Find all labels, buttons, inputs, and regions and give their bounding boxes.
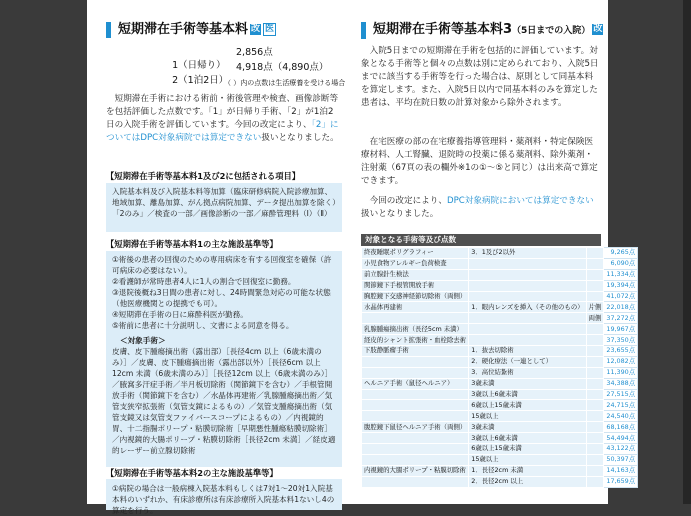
label-cell <box>586 476 604 487</box>
points-label: 1（日帰り） <box>172 60 226 71</box>
label-cell <box>362 476 469 487</box>
points-cell: 22,018点 <box>604 302 638 313</box>
intro-text-end: 扱いとなりました。 <box>261 133 339 143</box>
label-cell <box>362 454 469 465</box>
criteria1-box <box>106 251 342 502</box>
label-cell <box>362 400 469 411</box>
label-cell <box>362 313 469 324</box>
left-section-title <box>106 22 354 38</box>
criteria-item: ②看護師が常時患者4人に1人の割合で回復室に勤務。 <box>112 277 296 286</box>
table-row <box>362 324 638 335</box>
section-heading-included: 【短期滞在手術等基本料1及び2に包括される項目】 <box>106 171 301 181</box>
points-cell: 24,540点 <box>604 411 638 422</box>
paren-note: （ ）内の点数は生活療養を受ける場合 <box>224 79 346 87</box>
points-label: 2（1泊2日） <box>172 75 229 86</box>
label-cell: 1．長径2cm 未満 <box>469 465 586 476</box>
label-cell: 前立腺針生検法 <box>362 269 469 280</box>
points-table <box>361 247 638 488</box>
points-cell: 11,390点 <box>604 367 638 378</box>
table-row <box>362 411 638 422</box>
table-row <box>362 465 638 476</box>
label-cell <box>469 313 586 324</box>
label-cell <box>586 280 604 291</box>
criteria2-text: ①病院の場合は一般病棟入院基本料もしくは7対1～20対1入院基本料のいずれか、有床診療所は有床診療所入院基本料1ないし4の算定を行う。 <box>112 484 335 515</box>
right-paragraph-1: 入院5日までの短期滞在手術を包括的に評価しています。対象となる手術等と個々の点数は別に定められており、入院5日までに該当する手術等を行った場合は、原則として同基本料を算定します。また、入院5日以内で同基本料のみを算定した患者は、平均在院日数の計算対象から除外されます。 <box>361 46 599 108</box>
label-cell <box>586 248 604 259</box>
label-cell: 小児食物アレルギー負荷検査 <box>362 258 469 269</box>
document-page <box>87 0 636 515</box>
label-cell: 3歳以上6歳未満 <box>469 389 586 400</box>
points-cell: 68,168点 <box>604 422 638 433</box>
table-row <box>362 356 638 367</box>
label-cell: 15歳以上 <box>469 411 586 422</box>
points-cell: 54,494点 <box>604 433 638 444</box>
points-value: 4,918点（4,890点） <box>236 62 329 73</box>
points-cell: 11,334点 <box>604 269 638 280</box>
label-cell <box>586 335 604 346</box>
label-cell: 水晶体再建術 <box>362 302 469 313</box>
table-row <box>362 291 638 302</box>
table-row <box>362 422 638 433</box>
points-cell: 34,388点 <box>604 378 638 389</box>
label-cell: 終夜睡眠ポリグラフィー <box>362 248 469 259</box>
label-cell: 2．硬化療法（一連として） <box>469 356 586 367</box>
label-cell: 腹腔鏡下鼠径ヘルニア手術（両側） <box>362 422 469 433</box>
points-cell: 6,090点 <box>604 258 638 269</box>
label-cell <box>469 280 586 291</box>
points-cell: 24,715点 <box>604 400 638 411</box>
para3-text-end: 扱いとなりました。 <box>361 209 439 219</box>
label-cell: 2．長径2cm 以上 <box>469 476 586 487</box>
right-section-title <box>361 22 613 39</box>
label-cell: 内視鏡的大腸ポリープ・粘膜切除術 <box>362 465 469 476</box>
label-cell <box>586 258 604 269</box>
right-title-text: 短期滞在手術等基本料3 <box>373 22 513 37</box>
label-cell <box>469 291 586 302</box>
label-cell <box>469 324 586 335</box>
points-cell: 37,272点 <box>604 313 638 324</box>
revised-badge: 改 <box>593 24 603 34</box>
label-cell <box>586 269 604 280</box>
points-cell: 43,122点 <box>604 444 638 455</box>
table-row <box>362 444 638 455</box>
right-paragraph-3 <box>361 195 601 221</box>
label-cell: 1．眼内レンズを挿入（その他のもの） <box>469 302 586 313</box>
label-cell <box>362 411 469 422</box>
criteria2-box <box>106 480 342 515</box>
points-cell: 12,082点 <box>604 356 638 367</box>
points-cell: 41,072点 <box>604 291 638 302</box>
label-cell: 胸腔鏡下交感神経節切除術（両側） <box>362 291 469 302</box>
intro-highlight: 「2」についてはDPC対象病院では算定できない <box>106 120 339 143</box>
points-cell: 37,350点 <box>604 335 638 346</box>
section-heading-criteria2: 【短期滞在手術等基本料2の主な施設基準等】 <box>106 467 342 479</box>
label-cell <box>586 433 604 444</box>
criteria-item: ⑤術前に患者に十分説明し、文書による同意を得る。 <box>112 321 294 330</box>
label-cell: 経皮的シャント拡張術・血栓除去術 <box>362 335 469 346</box>
points-cell: 23,655点 <box>604 346 638 357</box>
label-cell <box>586 465 604 476</box>
points-table-title: 対象となる手術等及び点数 <box>361 234 601 246</box>
label-cell: 関節鏡下手根管開放手術 <box>362 280 469 291</box>
label-cell <box>586 400 604 411</box>
table-row <box>362 302 638 313</box>
medical-badge: 医 <box>265 24 275 34</box>
label-cell: 1．抜去切除術 <box>469 346 586 357</box>
label-cell: 6歳以上15歳未満 <box>469 444 586 455</box>
label-cell: ヘルニア手術（鼠径ヘルニア） <box>362 378 469 389</box>
label-cell <box>586 454 604 465</box>
table-row <box>362 335 638 346</box>
table-row <box>362 400 638 411</box>
criteria-item: ③退院後概ね3日間の患者に対し、24時間緊急対応の可能な状態（他医療機関との提携でも可）。 <box>112 288 331 308</box>
label-cell <box>469 269 586 280</box>
points-cell: 19,394点 <box>604 280 638 291</box>
target-surgery-list: 皮膚、皮下腫瘍摘出術（露出部）［長径4cm 以上（6歳未満のみ）］／皮膚、皮下腫瘍摘出術（露出部以外）［長径6cm 以上12cm 未満（6歳未満のみ）］［長径12cm 以上（6歳未満のみ）］／腋窩多汗症手術／半月板切除術（関節鏡下を含む）／手根管開放手術（関節鏡下を含む）／水晶体再建術／乳腺腫瘍摘出術／気管支狭窄拡張術（気管支鏡によるもの）／気管支腫瘍摘出術（気管支鏡又は気管支ファイバースコープによるもの）／内視鏡的胃、十二指腸ポリープ・粘膜切除術［早期悪性腫瘍粘膜切除術］／内視鏡的大腸ポリープ・粘膜切除術［長径2cm 未満］／経皮適的レーザー前立腺切除術 <box>112 347 336 455</box>
table-row <box>362 454 638 465</box>
right-paragraph-2: 在宅医療の部の在宅療養指導管理料・薬剤料・特定保険医療材料、人工腎臓、退院時の投薬に係る薬剤料、除外薬剤・注射薬（67頁の表の欄外※1の①～⑤と同じ）は出来高で算定できます。 <box>361 137 598 186</box>
included-items-box <box>106 183 342 232</box>
label-cell: 下肢静脈瘤手術 <box>362 346 469 357</box>
right-column <box>361 0 636 504</box>
table-row <box>362 258 638 269</box>
table-row <box>362 269 638 280</box>
table-row <box>362 248 638 259</box>
points-value: 2,856点 <box>236 47 273 58</box>
label-cell <box>469 258 586 269</box>
label-cell <box>586 422 604 433</box>
para3-highlight: DPC対象病院においては算定できない <box>446 196 594 206</box>
label-cell <box>362 444 469 455</box>
points-cell: 27,515点 <box>604 389 638 400</box>
table-row <box>362 433 638 444</box>
points-cell: 50,397点 <box>604 454 638 465</box>
left-intro <box>106 93 342 145</box>
left-title-text: 短期滞在手術等基本料 <box>118 22 249 37</box>
label-cell <box>362 356 469 367</box>
included-items-text: 入院基本料及び入院基本料等加算（臨床研修病院入院診療加算、地域加算、離島加算、がん拠点病院加算、データ提出加算を除く）「2のみ」／検査の一部／画像診断の一部／麻酔管理料（Ⅰ）（Ⅱ） <box>112 187 337 218</box>
points-cell: 9,265点 <box>604 248 638 259</box>
label-cell: 6歳以上15歳未満 <box>469 400 586 411</box>
label-cell <box>586 389 604 400</box>
table-row <box>362 280 638 291</box>
table-row <box>362 389 638 400</box>
label-cell <box>586 411 604 422</box>
revised-badge: 改 <box>251 24 261 34</box>
label-cell: 3．1及び2以外 <box>469 248 586 259</box>
label-cell: 15歳以上 <box>469 454 586 465</box>
label-cell: 3歳未満 <box>469 422 586 433</box>
label-cell <box>586 378 604 389</box>
table-row <box>362 313 638 324</box>
label-cell: 両側 <box>586 313 604 324</box>
label-cell <box>586 324 604 335</box>
label-cell <box>469 335 586 346</box>
section-heading-criteria1: 【短期滞在手術等基本料1の主な施設基準等】 <box>106 239 278 249</box>
table-row <box>362 346 638 357</box>
criteria-item: ①術後の患者の回復のための専用病床を有する回復室を確保（許可病床の必要はない）。 <box>112 255 332 275</box>
para3-text: 今回の改定により、 <box>369 196 447 206</box>
right-title-sub: （5日までの入院） <box>512 26 591 36</box>
points-cell: 17,659点 <box>604 476 638 487</box>
label-cell <box>362 367 469 378</box>
points-cell: 14,163点 <box>604 465 638 476</box>
criteria-item: ④短期滞在手術の日に麻酔科医が勤務。 <box>112 310 248 319</box>
table-row <box>362 476 638 487</box>
label-cell <box>362 433 469 444</box>
label-cell: 3歳未満 <box>469 378 586 389</box>
intro-text: 短期滞在手術における術前・術後管理や検査、画像診断等を包括評価した点数です。「1」が日帰り手術、「2」が1泊2日の入院手術を評価しています。今回の改定により、 <box>106 94 339 130</box>
label-cell: 片側 <box>586 302 604 313</box>
label-cell <box>362 389 469 400</box>
label-cell: 3歳以上6歳未満 <box>469 433 586 444</box>
label-cell <box>586 291 604 302</box>
scrollbar[interactable] <box>683 0 691 504</box>
label-cell <box>586 356 604 367</box>
table-row <box>362 378 638 389</box>
label-cell <box>586 444 604 455</box>
target-surgery-heading: ＜対象手術＞ <box>120 336 166 345</box>
label-cell <box>586 367 604 378</box>
table-row <box>362 367 638 378</box>
label-cell: 3．高位結紮術 <box>469 367 586 378</box>
points-cell: 19,967点 <box>604 324 638 335</box>
label-cell <box>586 346 604 357</box>
label-cell: 乳腺腫瘍摘出術（長径5cm 未満） <box>362 324 469 335</box>
